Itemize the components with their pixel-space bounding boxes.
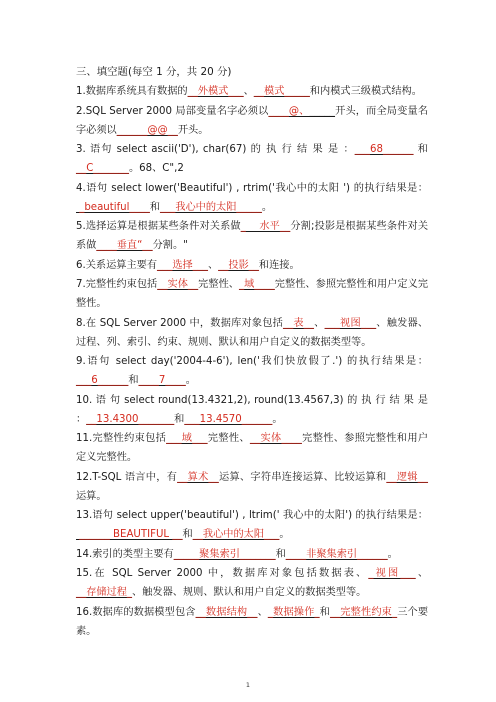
q11-answer-1: ___域___ bbox=[166, 433, 208, 444]
q7-answer-1: __实体__ bbox=[157, 279, 199, 290]
q1-text-1: 1.数据库系统具有数据的 bbox=[76, 86, 188, 97]
question-4 bbox=[76, 179, 428, 217]
q15-text-2: 、 bbox=[415, 568, 429, 579]
q12-text-1: 12.T-SQL 语言中，有 bbox=[76, 471, 178, 483]
q7-answer-2: _域____ bbox=[239, 279, 275, 290]
q2-answer-3: ______@@__ bbox=[116, 124, 178, 136]
q3-answer-1: ___68______ bbox=[354, 144, 414, 155]
q11-answer-2: __实体____ bbox=[249, 433, 302, 444]
q16-answer-2: _数据操作_ bbox=[267, 606, 320, 618]
q5-text-2: 分割;投影是根据某些条件对关系做 bbox=[76, 221, 429, 251]
q15-answer-1: _视图___ bbox=[368, 568, 416, 579]
q6-text-3: 和连接。 bbox=[258, 259, 300, 271]
q3-text-3: 。68、C",2 bbox=[128, 163, 184, 174]
q16-text-3: 和 bbox=[319, 606, 331, 618]
question-6 bbox=[76, 256, 428, 275]
q6-text-1: 6.关系运算主要有 bbox=[76, 259, 158, 271]
question-16 bbox=[76, 603, 428, 641]
q1-answer-1: __外模式___ bbox=[187, 86, 244, 97]
q9-answer-2: ____7____ bbox=[138, 375, 186, 386]
q10-answer-1: __13.4300_______ bbox=[86, 413, 175, 425]
q16-answer-1: __数据结构__ bbox=[195, 606, 258, 618]
q12-answer-2: __逻辑__ bbox=[386, 471, 428, 483]
q11-text-3: 完整性、参照完整性和用户定义完整性。 bbox=[76, 433, 429, 463]
q14-text-2: 和 bbox=[275, 548, 286, 560]
q16-text-1: 16.数据库的数据模型包含 bbox=[76, 606, 196, 618]
q1-text-3: 和内模式三级模式结构。 bbox=[309, 86, 422, 97]
q13-text-1: 13.语句 select upper('beautiful') , ltrim(' 我心中的太阳') 的执行结果是： bbox=[76, 510, 428, 521]
q8-text-3: 、触发器、过程、列、索引、约束、规则、默认和用户自定义的数据类型等。 bbox=[76, 317, 429, 348]
q4-text-1: 4.语句 select lower('Beautiful') , rtrim('我心中的太阳 ') 的执行结果是： bbox=[76, 182, 428, 194]
question-2 bbox=[76, 102, 428, 140]
q5-answer-2: ____垂直“__ bbox=[96, 240, 153, 251]
question-10 bbox=[76, 391, 428, 429]
q12-text-2: 运算、字符串连接运算、比较运算和 bbox=[218, 471, 387, 483]
q3-text-2: 和 bbox=[413, 144, 428, 155]
q2-text-3: 开头。 bbox=[177, 124, 209, 136]
q13-answer-1: ______ BEAUTIFUL __ bbox=[76, 529, 183, 540]
q8-answer-1: __表__ bbox=[283, 317, 314, 329]
q7-text-3: 完整性、参照完整性和用户定义完整性。 bbox=[76, 279, 429, 309]
q13-text-2: 和 bbox=[182, 529, 193, 540]
question-11 bbox=[76, 429, 428, 467]
question-12 bbox=[76, 468, 428, 506]
q15-text-3: 、触发器、规则、默认和用户自定义的数据类型等。 bbox=[132, 587, 367, 598]
question-section bbox=[76, 63, 428, 641]
q13-text-3: 。 bbox=[279, 529, 290, 540]
q14-text-1: 14.索引的类型主要有 bbox=[76, 548, 174, 560]
q2-blank-2: _____ bbox=[309, 105, 335, 117]
q1-answer-2: __模式_____ bbox=[253, 86, 310, 97]
question-15 bbox=[76, 564, 428, 602]
question-8 bbox=[76, 314, 428, 352]
q10-text-2: 和 bbox=[174, 413, 185, 425]
q8-text-2: 、 bbox=[313, 317, 325, 329]
q6-answer-1: ___选择___ bbox=[157, 259, 208, 271]
question-14 bbox=[76, 545, 428, 564]
q11-text-2: 完整性、 bbox=[207, 433, 250, 444]
q12-answer-1: __算术__ bbox=[177, 471, 219, 483]
q16-text-4: 三个要素。 bbox=[76, 606, 429, 637]
q4-answer-2: ___我心中的太阳_____ bbox=[160, 201, 262, 213]
q8-text-1: 8.在 SQL Server 2000 中，数据库对象包括 bbox=[76, 317, 284, 329]
question-9 bbox=[76, 352, 428, 390]
q2-text-2: 开头，而全局变量名字必须以 bbox=[76, 105, 429, 136]
q14-answer-1: _____聚集索引_______ bbox=[173, 548, 276, 560]
q15-text-1: 15.在 SQL Server 2000 中，数据库对象包括数据表、 bbox=[76, 568, 369, 579]
q5-answer-1: _ 水平__ bbox=[240, 221, 291, 232]
q13-answer-2: __我心中的太阳___ bbox=[192, 529, 280, 540]
q10-answer-2: ___13.4570______ bbox=[184, 413, 273, 425]
question-1 bbox=[76, 82, 428, 101]
q16-text-2: 、 bbox=[257, 606, 268, 618]
q6-answer-2: __投影__ bbox=[218, 259, 259, 271]
question-7 bbox=[76, 275, 428, 313]
q9-text-1: 9.语句 select day('2004-4-6'), len('我们快放假了.') 的执行结果是： bbox=[76, 356, 428, 367]
page-number: 1 bbox=[245, 681, 251, 689]
q4-answer-1: _beautiful____ bbox=[76, 201, 150, 213]
question-13 bbox=[76, 506, 428, 544]
question-3 bbox=[76, 140, 428, 178]
q10-text-1: 10. 语 句 select round(13.4321,2), round(13.4567,3) 的 执 行 结 果 是 ： bbox=[76, 394, 428, 425]
question-5 bbox=[76, 217, 428, 255]
q14-text-3: 。 bbox=[387, 548, 398, 560]
q2-answer-1: ____@、 bbox=[268, 105, 310, 117]
q11-text-1: 11.完整性约束包括 bbox=[76, 433, 167, 444]
q4-text-2: 和 bbox=[149, 201, 161, 213]
q9-text-2: 和 bbox=[128, 375, 139, 386]
q12-text-3: 运算。 bbox=[76, 490, 107, 502]
q2-text-1: 2.SQL Server 2000 局部变量名字必须以 bbox=[76, 105, 269, 117]
q10-text-3: 。 bbox=[272, 413, 283, 425]
q3-answer-2: __C_______ bbox=[76, 163, 129, 174]
q5-text-1: 5.选择运算是根据某些条件对关系做 bbox=[76, 221, 241, 232]
q6-text-2: 、 bbox=[207, 259, 219, 271]
q8-answer-2: ___视图___ bbox=[324, 317, 377, 329]
q15-answer-2: __存储过程_ bbox=[76, 587, 133, 598]
q1-text-2: 、 bbox=[243, 86, 254, 97]
section-heading: 三、填空题(每空 1 分，共 20 分) bbox=[76, 66, 232, 78]
q5-text-3: 分割。" bbox=[152, 240, 188, 251]
q7-text-1: 7.完整性约束包括 bbox=[76, 279, 158, 290]
q3-text-1: 3. 语句 select ascii('D'), char(67) 的 执 行 结 果 是 ： bbox=[76, 144, 355, 155]
q7-text-2: 完整性、 bbox=[198, 279, 240, 290]
q16-answer-3: __完整性约束_ bbox=[330, 606, 398, 618]
q9-answer-1: ___6______ bbox=[76, 375, 129, 386]
q9-text-3: 。 bbox=[185, 375, 196, 386]
q4-text-3: 。 bbox=[261, 201, 273, 213]
q14-answer-2: ____非聚集索引______ bbox=[285, 548, 388, 560]
